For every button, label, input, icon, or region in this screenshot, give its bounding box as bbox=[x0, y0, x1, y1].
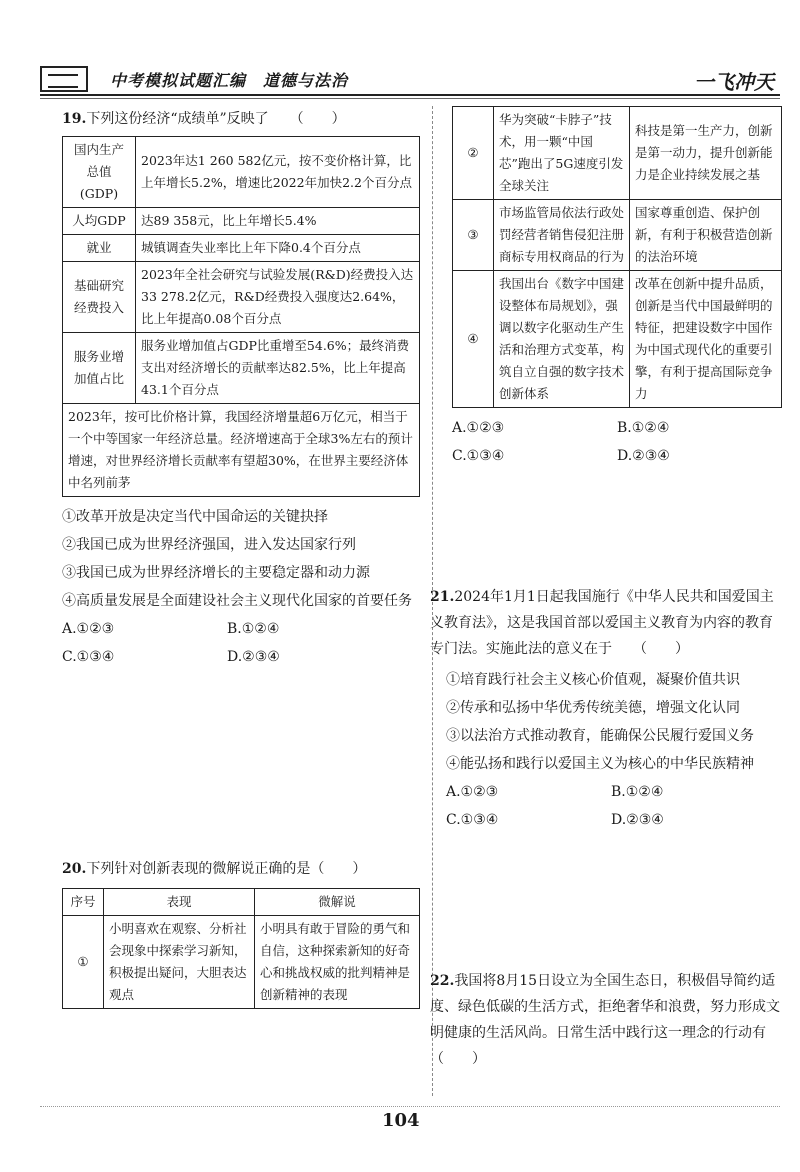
table-row bbox=[453, 271, 782, 408]
q21-choice-c[interactable]: C.①③④ bbox=[446, 812, 499, 828]
q22-number: 22. bbox=[430, 973, 455, 989]
q20-header-behavior: 表现 bbox=[104, 889, 255, 916]
question-20 bbox=[62, 856, 422, 1009]
q21-stem-text: 2024年1月1日起我国施行《中华人民共和国爱国主义教育法》，这是我国首部以爱国主义教育为内容的教育专门法。实施此法的意义在于 （ ） bbox=[430, 589, 774, 657]
q20-choice-d[interactable]: D.②③④ bbox=[617, 448, 670, 464]
table-row bbox=[63, 208, 420, 235]
q20-number: 20. bbox=[62, 861, 87, 877]
book-logo-icon bbox=[40, 66, 88, 92]
q20-row1-behavior: 小明喜欢在观察、分析社会现象中探索学习新知，积极提出疑问，大胆表达观点 bbox=[104, 916, 255, 1009]
q21-choice-a[interactable]: A.①②③ bbox=[446, 784, 499, 800]
table-row bbox=[63, 235, 420, 262]
q20-table-part1 bbox=[62, 888, 420, 1009]
q21-choices bbox=[430, 778, 780, 834]
page-header bbox=[40, 62, 780, 98]
q20-row1-comment: 小明具有敢于冒险的勇气和自信，这种探索新知的好奇心和挑战权威的批判精神是创新精神的表现 bbox=[255, 916, 420, 1009]
table-row bbox=[453, 107, 782, 200]
q20-choice-b[interactable]: B.①②④ bbox=[617, 420, 670, 436]
q19-option-2: ②我国已成为世界经济强国，进入发达国家行列 bbox=[62, 537, 356, 553]
q20-table-continuation bbox=[452, 106, 782, 470]
q20-table-part2 bbox=[452, 106, 782, 408]
q19-label-per-capita: 人均GDP bbox=[63, 208, 136, 235]
q19-label-research: 基础研究经费投入 bbox=[63, 262, 136, 333]
footer-rule bbox=[40, 1106, 780, 1107]
q20-choice-c[interactable]: C.①③④ bbox=[452, 448, 505, 464]
q21-options bbox=[430, 666, 780, 778]
q20-stem-text: 下列针对创新表现的微解说正确的是（ ） bbox=[86, 861, 367, 877]
q21-option-2: ②传承和弘扬中华优秀传统美德，增强文化认同 bbox=[446, 700, 740, 716]
q19-option-4: ④高质量发展是全面建设社会主义现代化国家的首要任务 bbox=[62, 593, 412, 609]
q19-choice-c[interactable]: C.①③④ bbox=[62, 649, 115, 665]
q19-label-gdp: 国内生产总值(GDP) bbox=[63, 137, 136, 208]
q20-choices bbox=[452, 414, 782, 470]
q20-row4-no: ④ bbox=[453, 271, 494, 408]
q19-text-gdp: 2023年达1 260 582亿元，按不变价格计算，比上年增长5.2%，增速比2022年加快2.2个百分点 bbox=[136, 137, 420, 208]
question-19 bbox=[62, 106, 422, 671]
q19-stem bbox=[62, 106, 422, 132]
page-number: 104 bbox=[382, 1110, 420, 1131]
q21-choice-b[interactable]: B.①②④ bbox=[611, 784, 664, 800]
q20-header-no: 序号 bbox=[63, 889, 104, 916]
q19-text-research: 2023年全社会研究与试验发展(R&D)经费投入达33 278.2亿元，R&D经费投入强度达2.64%，比上年提高0.08个百分点 bbox=[136, 262, 420, 333]
q19-options bbox=[62, 503, 422, 615]
q19-table bbox=[62, 136, 420, 497]
q19-label-service: 服务业增加值占比 bbox=[63, 333, 136, 404]
header-rule-thin bbox=[40, 98, 780, 99]
header-rule bbox=[40, 94, 780, 96]
q19-option-1: ①改革开放是决定当代中国命运的关键抉择 bbox=[62, 509, 328, 525]
q19-text-employment: 城镇调查失业率比上年下降0.4个百分点 bbox=[136, 235, 420, 262]
q20-stem bbox=[62, 856, 422, 882]
q21-choice-d[interactable]: D.②③④ bbox=[611, 812, 664, 828]
q20-header-comment: 微解说 bbox=[255, 889, 420, 916]
q19-choice-d[interactable]: D.②③④ bbox=[227, 649, 280, 665]
q19-choices bbox=[62, 615, 422, 671]
q21-option-3: ③以法治方式推动教育，能确保公民履行爱国义务 bbox=[446, 728, 754, 744]
table-header-row bbox=[63, 889, 420, 916]
q20-row3-behavior: 市场监管局依法行政处罚经营者销售侵犯注册商标专用权商品的行为 bbox=[494, 200, 630, 271]
table-row bbox=[63, 404, 420, 497]
question-21 bbox=[430, 584, 780, 834]
q22-stem-text: 我国将8月15日设立为全国生态日，积极倡导简约适度、绿色低碳的生活方式，拒绝奢华和浪费，努力形成文明健康的生活风尚。日常生活中践行这一理念的行动有 （ ） bbox=[430, 973, 794, 1067]
q19-choice-b[interactable]: B.①②④ bbox=[227, 621, 280, 637]
table-row bbox=[453, 200, 782, 271]
q20-row4-comment: 改革在创新中提升品质，创新是当代中国最鲜明的特征，把建设数字中国作为中国式现代化的重要引擎，有利于提高国际竞争力 bbox=[630, 271, 782, 408]
q19-footnote: 2023年，按可比价格计算，我国经济增量超6万亿元，相当于一个中等国家一年经济总量。经济增速高于全球3%左右的预计增速，对世界经济增长贡献率有望超30%，在世界主要经济体中名列前茅 bbox=[63, 404, 420, 497]
q19-label-employment: 就业 bbox=[63, 235, 136, 262]
q21-option-1: ①培育践行社会主义核心价值观，凝聚价值共识 bbox=[446, 672, 740, 688]
q21-number: 21. bbox=[430, 589, 455, 605]
q20-row2-behavior: 华为突破“卡脖子”技术，用一颗“中国芯”跑出了5G速度引发全球关注 bbox=[494, 107, 630, 200]
q20-row3-no: ③ bbox=[453, 200, 494, 271]
q20-row3-comment: 国家尊重创造、保护创新，有利于积极营造创新的法治环境 bbox=[630, 200, 782, 271]
q19-stem-text: 下列这份经济“成绩单”反映了 （ ） bbox=[86, 111, 346, 127]
question-22 bbox=[430, 968, 794, 1072]
q21-option-4: ④能弘扬和践行以爱国主义为核心的中华民族精神 bbox=[446, 756, 754, 772]
header-title: 中考模拟试题汇编 道德与法治 bbox=[110, 71, 349, 90]
q20-row1-no: ① bbox=[63, 916, 104, 1009]
q20-choice-a[interactable]: A.①②③ bbox=[452, 420, 505, 436]
q20-row4-behavior: 我国出台《数字中国建设整体布局规划》，强调以数字化驱动生产生活和治理方式变革，构筑自立自强的数字技术创新体系 bbox=[494, 271, 630, 408]
q19-choice-a[interactable]: A.①②③ bbox=[62, 621, 115, 637]
table-row bbox=[63, 333, 420, 404]
q19-text-per-capita: 达89 358元，比上年增长5.4% bbox=[136, 208, 420, 235]
table-row bbox=[63, 137, 420, 208]
q19-text-service: 服务业增加值占GDP比重增至54.6%；最终消费支出对经济增长的贡献率达82.5%，比上年提高43.1个百分点 bbox=[136, 333, 420, 404]
table-row bbox=[63, 262, 420, 333]
q21-stem bbox=[430, 584, 780, 662]
q20-row2-comment: 科技是第一生产力，创新是第一动力，提升创新能力是企业持续发展之基 bbox=[630, 107, 782, 200]
q19-number: 19. bbox=[62, 111, 87, 127]
q20-row2-no: ② bbox=[453, 107, 494, 200]
header-brand: 一飞冲天 bbox=[694, 70, 774, 94]
q19-option-3: ③我国已成为世界经济增长的主要稳定器和动力源 bbox=[62, 565, 370, 581]
table-row bbox=[63, 916, 420, 1009]
